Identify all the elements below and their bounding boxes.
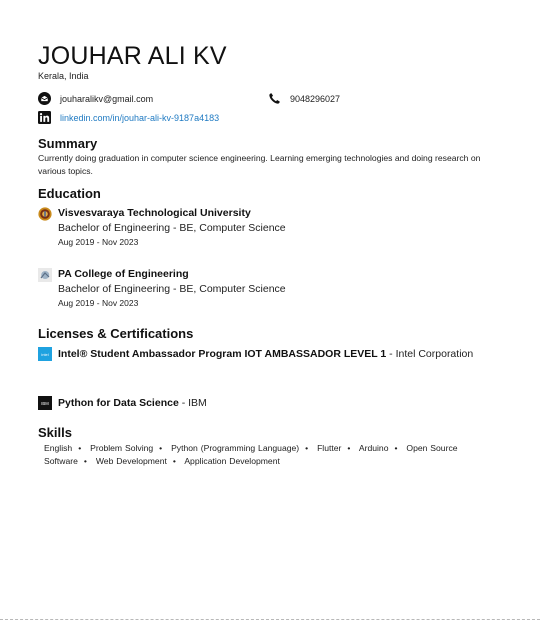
skills-list xyxy=(44,442,504,468)
skill-item: Arduino xyxy=(358,443,389,453)
degree: Bachelor of Engineering - BE, Computer Science xyxy=(58,283,286,295)
intel-logo-icon xyxy=(38,347,52,361)
contact-linkedin[interactable] xyxy=(38,111,219,124)
university-seal-icon xyxy=(38,207,52,221)
skill-item: Open Source Software xyxy=(44,443,458,466)
skill-item: Web Development xyxy=(95,456,167,466)
skill-item: Python (Programming Language) xyxy=(171,443,300,453)
skill-separator: • xyxy=(394,443,398,453)
issuer-separator: - xyxy=(178,397,189,409)
skill-separator: • xyxy=(347,443,351,453)
degree: Bachelor of Engineering - BE, Computer Science xyxy=(58,222,286,234)
college-logo-icon xyxy=(38,268,52,282)
certifications-heading: Licenses & Certifications xyxy=(38,326,194,341)
school-name: Visvesvaraya Technological University xyxy=(58,207,251,219)
issuer-separator: - xyxy=(386,348,396,360)
page-break-divider xyxy=(0,619,540,620)
summary-heading: Summary xyxy=(38,136,98,151)
dates: Aug 2019 - Nov 2023 xyxy=(58,237,139,247)
education-heading: Education xyxy=(38,186,101,201)
certification-title: Python for Data Science xyxy=(58,397,179,409)
dates: Aug 2019 - Nov 2023 xyxy=(58,298,139,308)
skill-separator: • xyxy=(305,443,309,453)
skill-item: Application Development xyxy=(184,456,280,466)
linkedin-link[interactable]: linkedin.com/in/jouhar-ali-kv-9187a4183 xyxy=(60,112,220,123)
contact-phone[interactable] xyxy=(268,92,340,105)
mail-icon xyxy=(38,92,51,105)
phone-icon xyxy=(268,92,281,105)
skill-separator: • xyxy=(172,456,176,466)
skills-heading: Skills xyxy=(38,425,72,440)
certification-issuer: IBM xyxy=(188,397,207,409)
skill-item: Problem Solving xyxy=(90,443,154,453)
summary-text: Currently doing graduation in computer science engineering. Learning emerging technologies and doing research on various topics. xyxy=(38,153,481,176)
school-name: PA College of Engineering xyxy=(58,268,189,280)
svg-text:intel: intel xyxy=(41,352,49,357)
ibm-logo-icon xyxy=(38,396,52,410)
certification-title: Intel® Student Ambassador Program IOT AMBASSADOR LEVEL 1 xyxy=(58,348,387,360)
skill-separator: • xyxy=(159,443,163,453)
linkedin-icon xyxy=(38,111,51,124)
skill-separator: • xyxy=(83,456,87,466)
skill-separator: • xyxy=(78,443,82,453)
skill-item: English xyxy=(44,443,73,453)
skill-item: Flutter xyxy=(317,443,342,453)
candidate-name: JOUHAR ALI KV xyxy=(38,42,227,70)
email-text: jouharalikv@gmail.com xyxy=(60,93,154,104)
contact-email[interactable] xyxy=(38,92,153,105)
phone-text: 9048296027 xyxy=(290,93,341,104)
certification-issuer: Intel Corporation xyxy=(395,348,474,360)
candidate-location: Kerala, India xyxy=(38,71,89,81)
svg-text:IBM: IBM xyxy=(41,400,49,406)
